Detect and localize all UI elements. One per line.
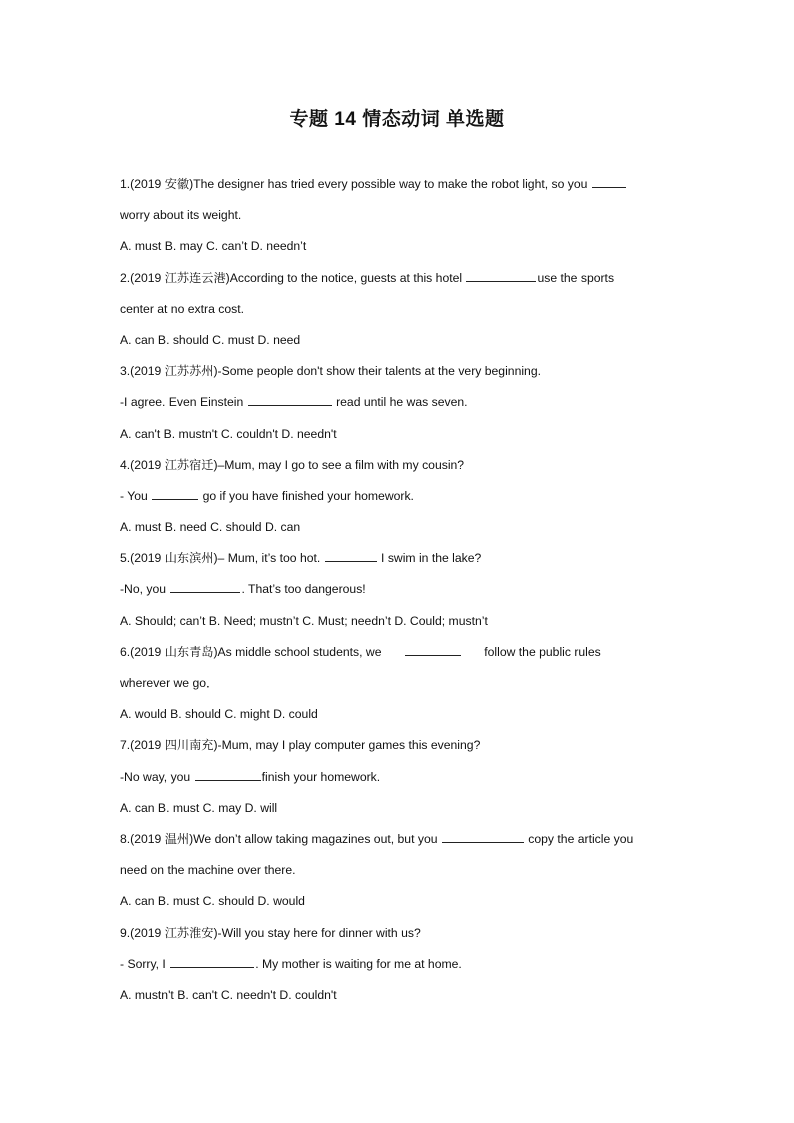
text-line [120, 983, 680, 1014]
line-text-after-blank: follow the public rules [480, 644, 601, 659]
line-text: 8.(2019 温州)We don’t allow taking magazines out, but you [120, 831, 441, 846]
line-text: center at no extra cost. [120, 301, 244, 316]
line-text: -No way, you [120, 769, 194, 784]
line-text: 9.(2019 江苏淮安)-Will you stay here for dinner with us? [120, 925, 421, 940]
text-line [120, 390, 680, 421]
line-text: -No, you [120, 582, 170, 597]
line-text: A. mustn't B. can't C. needn't D. couldn't [120, 987, 337, 1002]
text-line [120, 858, 680, 889]
line-text: 1.(2019 安徽)The designer has tried every possible way to make the robot light, so you [120, 177, 591, 191]
answer-blank[interactable] [592, 174, 626, 188]
line-text: A. Should; can’t B. Need; mustn’t C. Must; needn’t D. Could; mustn’t [120, 613, 488, 628]
text-line [120, 671, 680, 702]
text-line [120, 484, 680, 515]
text-line [120, 640, 680, 671]
answer-blank[interactable] [170, 954, 254, 968]
line-text: 2.(2019 江苏连云港)According to the notice, guests at this hotel [120, 270, 466, 285]
line-text: A. can't B. mustn't C. couldn't D. needn't [120, 426, 337, 441]
text-line [120, 328, 680, 359]
text-line [120, 827, 680, 858]
text-line [120, 515, 680, 546]
text-line [120, 453, 680, 484]
text-line [120, 359, 680, 390]
answer-blank[interactable] [195, 767, 261, 781]
answer-blank[interactable] [248, 392, 332, 406]
line-text: worry about its weight. [120, 208, 242, 223]
line-text: A. must B. may C. can’t D. needn’t [120, 239, 307, 254]
line-text: wherever we go． [120, 676, 219, 690]
line-text: 4.(2019 江苏宿迁)–Mum, may I go to see a film with my cousin? [120, 457, 465, 472]
line-text-after-blank: use the sports [537, 270, 615, 285]
answer-blank[interactable] [466, 268, 536, 282]
line-text-after-blank: copy the article you [524, 831, 634, 846]
line-text: A. can B. must C. should D. would [120, 894, 305, 909]
text-line [120, 609, 680, 640]
text-line [120, 234, 680, 265]
question-list [120, 172, 680, 1014]
line-text: A. can B. must C. may D. will [120, 800, 278, 815]
page-title: 专题 14 情态动词 单选题 [289, 109, 505, 130]
answer-blank[interactable] [325, 548, 377, 562]
line-text: A. would B. should C. might D. could [120, 707, 318, 722]
line-text-after-blank: . That’s too dangerous! [241, 582, 366, 597]
text-line [120, 422, 680, 453]
text-line [120, 172, 680, 203]
text-line [120, 921, 680, 952]
text-line [120, 765, 680, 796]
line-text: need on the machine over there. [120, 863, 296, 878]
line-text: 3.(2019 江苏苏州)-Some people don't show their talents at the very beginning. [120, 364, 541, 379]
text-line [120, 297, 680, 328]
text-line [120, 952, 680, 983]
text-line [120, 577, 680, 608]
text-line [120, 889, 680, 920]
answer-blank[interactable] [405, 642, 461, 656]
line-text-after-blank: go if you have finished your homework. [199, 488, 414, 503]
answer-blank[interactable] [442, 829, 524, 843]
line-text: A. must B. need C. should D. can [120, 520, 301, 535]
line-text-after-blank: read until he was seven. [332, 395, 468, 410]
text-line [120, 733, 680, 764]
line-text: 7.(2019 四川南充)-Mum, may I play computer games this evening? [120, 738, 481, 753]
text-line [120, 796, 680, 827]
line-text-after-blank: . My mother is waiting for me at home. [255, 956, 462, 971]
text-line [120, 546, 680, 577]
line-text: 6.(2019 山东青岛)As middle school students, we [120, 644, 385, 659]
line-text: A. can B. should C. must D. need [120, 332, 301, 347]
answer-blank[interactable] [170, 579, 240, 593]
text-line [120, 203, 680, 234]
line-text-after-blank: I swim in the lake? [377, 551, 482, 566]
text-line [120, 266, 680, 297]
line-text: - You [120, 488, 152, 503]
line-text: 5.(2019 山东滨州)– Mum, it’s too hot. [120, 551, 324, 566]
line-text: -I agree. Even Einstein [120, 395, 247, 410]
text-line [120, 702, 680, 733]
line-text: - Sorry, I [120, 956, 170, 971]
answer-blank[interactable] [152, 486, 198, 500]
line-text-after-blank: finish your homework. [261, 769, 381, 784]
